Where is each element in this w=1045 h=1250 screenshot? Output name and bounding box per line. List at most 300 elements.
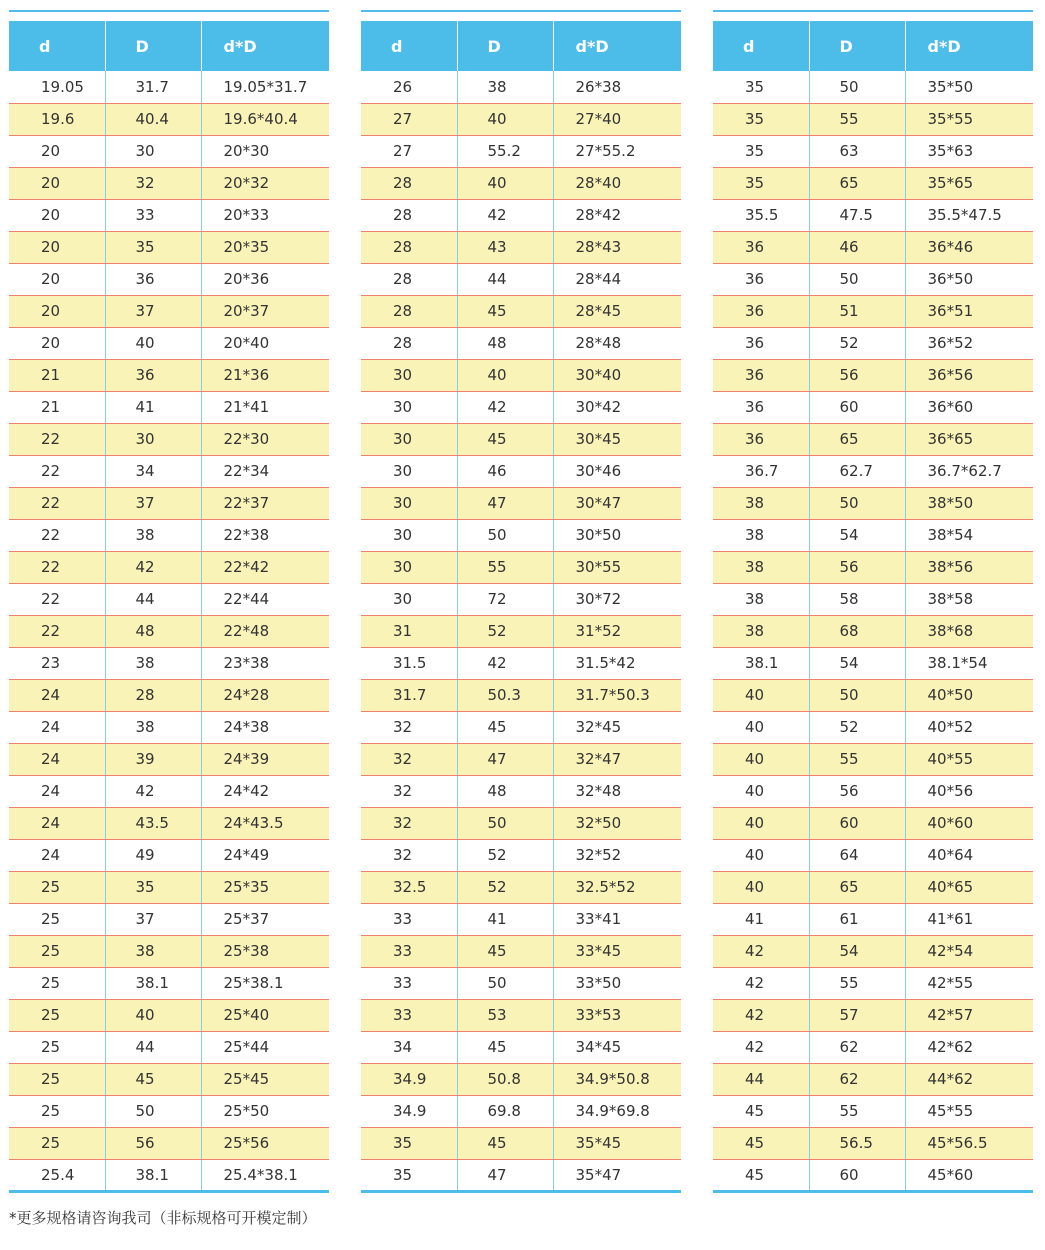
cell-D: 40: [457, 167, 553, 199]
cell-D: 47: [457, 1159, 553, 1191]
table-row: [361, 231, 681, 263]
cell-size: 27*55.2: [553, 135, 681, 167]
cell-D: 55.2: [457, 135, 553, 167]
cell-d: 42: [713, 1031, 809, 1063]
cell-size: 26*38: [553, 71, 681, 103]
cell-D: 45: [457, 935, 553, 967]
cell-d: 36: [713, 391, 809, 423]
table-row: [361, 967, 681, 999]
cell-D: 35: [105, 231, 201, 263]
cell-D: 43.5: [105, 807, 201, 839]
header-size: d*D: [905, 21, 1033, 71]
cell-size: 20*40: [201, 327, 329, 359]
cell-D: 45: [457, 295, 553, 327]
cell-size: 30*46: [553, 455, 681, 487]
cell-d: 38: [713, 615, 809, 647]
table-row: [713, 231, 1033, 263]
header-inner-diameter: d: [713, 21, 809, 71]
cell-size: 22*37: [201, 487, 329, 519]
table-row: [9, 103, 329, 135]
cell-d: 28: [361, 167, 457, 199]
cell-D: 55: [809, 967, 905, 999]
cell-size: 32*45: [553, 711, 681, 743]
cell-D: 68: [809, 615, 905, 647]
cell-size: 30*47: [553, 487, 681, 519]
cell-D: 39: [105, 743, 201, 775]
cell-size: 28*43: [553, 231, 681, 263]
table-row: [9, 455, 329, 487]
cell-D: 42: [457, 199, 553, 231]
cell-D: 62: [809, 1063, 905, 1095]
cell-D: 50: [457, 519, 553, 551]
cell-d: 20: [9, 295, 105, 327]
cell-size: 40*65: [905, 871, 1033, 903]
cell-D: 38: [105, 711, 201, 743]
cell-size: 35*55: [905, 103, 1033, 135]
cell-size: 38*56: [905, 551, 1033, 583]
cell-size: 31.7*50.3: [553, 679, 681, 711]
cell-d: 40: [713, 775, 809, 807]
footnote: *更多规格请咨询我司（非标规格可开模定制）: [9, 1209, 317, 1227]
header-outer-diameter: D: [809, 21, 905, 71]
cell-D: 50: [457, 807, 553, 839]
cell-D: 65: [809, 423, 905, 455]
header-size: d*D: [553, 21, 681, 71]
table-row: [9, 1159, 329, 1191]
cell-d: 22: [9, 583, 105, 615]
cell-size: 28*42: [553, 199, 681, 231]
cell-d: 19.6: [9, 103, 105, 135]
cell-D: 38.1: [105, 967, 201, 999]
table-row: [713, 647, 1033, 679]
table-row: [713, 935, 1033, 967]
cell-d: 31: [361, 615, 457, 647]
cell-size: 35*45: [553, 1127, 681, 1159]
cell-D: 40: [457, 103, 553, 135]
cell-d: 42: [713, 999, 809, 1031]
cell-size: 36*56: [905, 359, 1033, 391]
cell-d: 35: [713, 167, 809, 199]
top-divider: [9, 10, 329, 12]
table-row: [713, 295, 1033, 327]
cell-size: 45*60: [905, 1159, 1033, 1191]
table-row: [713, 839, 1033, 871]
cell-size: 24*42: [201, 775, 329, 807]
cell-D: 57: [809, 999, 905, 1031]
spec-table: [713, 21, 1033, 1193]
cell-d: 38: [713, 551, 809, 583]
spec-table: [9, 21, 329, 1193]
cell-D: 55: [457, 551, 553, 583]
table-row: [361, 519, 681, 551]
table-row: [713, 967, 1033, 999]
table-row: [9, 583, 329, 615]
cell-size: 40*50: [905, 679, 1033, 711]
table-row: [361, 1095, 681, 1127]
cell-d: 27: [361, 103, 457, 135]
cell-D: 41: [105, 391, 201, 423]
cell-d: 35: [361, 1127, 457, 1159]
cell-size: 25*44: [201, 1031, 329, 1063]
cell-d: 35: [713, 135, 809, 167]
cell-size: 20*30: [201, 135, 329, 167]
cell-d: 22: [9, 423, 105, 455]
cell-size: 22*30: [201, 423, 329, 455]
cell-size: 20*37: [201, 295, 329, 327]
cell-size: 33*45: [553, 935, 681, 967]
spec-table-panel-1: [9, 10, 329, 1193]
cell-d: 28: [361, 263, 457, 295]
cell-D: 34: [105, 455, 201, 487]
cell-size: 20*33: [201, 199, 329, 231]
header-inner-diameter: d: [361, 21, 457, 71]
cell-D: 54: [809, 647, 905, 679]
table-row: [9, 839, 329, 871]
cell-D: 60: [809, 1159, 905, 1191]
cell-D: 61: [809, 903, 905, 935]
table-row: [361, 935, 681, 967]
cell-size: 36*65: [905, 423, 1033, 455]
cell-D: 40: [105, 327, 201, 359]
cell-D: 47: [457, 743, 553, 775]
cell-d: 38: [713, 583, 809, 615]
cell-D: 50: [809, 679, 905, 711]
cell-D: 52: [809, 711, 905, 743]
cell-size: 19.05*31.7: [201, 71, 329, 103]
cell-D: 50.8: [457, 1063, 553, 1095]
cell-d: 24: [9, 839, 105, 871]
cell-D: 42: [105, 551, 201, 583]
cell-size: 32*52: [553, 839, 681, 871]
table-row: [9, 135, 329, 167]
cell-size: 21*36: [201, 359, 329, 391]
cell-d: 38: [713, 519, 809, 551]
table-row: [9, 327, 329, 359]
table-row: [713, 263, 1033, 295]
cell-d: 24: [9, 711, 105, 743]
cell-size: 19.6*40.4: [201, 103, 329, 135]
cell-d: 42: [713, 967, 809, 999]
table-row: [713, 871, 1033, 903]
cell-d: 22: [9, 519, 105, 551]
cell-D: 65: [809, 871, 905, 903]
cell-D: 56: [809, 359, 905, 391]
table-row: [361, 135, 681, 167]
cell-d: 36.7: [713, 455, 809, 487]
cell-size: 42*55: [905, 967, 1033, 999]
cell-size: 28*48: [553, 327, 681, 359]
table-row: [9, 1095, 329, 1127]
cell-size: 24*39: [201, 743, 329, 775]
cell-D: 45: [457, 1031, 553, 1063]
cell-D: 38.1: [105, 1159, 201, 1191]
cell-size: 44*62: [905, 1063, 1033, 1095]
cell-d: 40: [713, 807, 809, 839]
header-row: [713, 21, 1033, 71]
cell-size: 41*61: [905, 903, 1033, 935]
cell-size: 38.1*54: [905, 647, 1033, 679]
table-row: [713, 1095, 1033, 1127]
cell-D: 48: [457, 775, 553, 807]
cell-d: 28: [361, 199, 457, 231]
table-row: [713, 903, 1033, 935]
cell-size: 25*50: [201, 1095, 329, 1127]
table-row: [713, 1159, 1033, 1191]
table-row: [713, 199, 1033, 231]
header-outer-diameter: D: [105, 21, 201, 71]
table-row: [713, 135, 1033, 167]
cell-D: 42: [457, 391, 553, 423]
cell-d: 40: [713, 839, 809, 871]
cell-size: 22*38: [201, 519, 329, 551]
cell-size: 28*40: [553, 167, 681, 199]
table-row: [9, 1031, 329, 1063]
cell-D: 63: [809, 135, 905, 167]
cell-size: 30*72: [553, 583, 681, 615]
cell-D: 37: [105, 903, 201, 935]
cell-d: 20: [9, 135, 105, 167]
table-row: [713, 71, 1033, 103]
cell-D: 52: [457, 839, 553, 871]
table-row: [713, 551, 1033, 583]
table-row: [713, 583, 1033, 615]
cell-D: 28: [105, 679, 201, 711]
table-row: [713, 1127, 1033, 1159]
cell-d: 34.9: [361, 1063, 457, 1095]
cell-size: 34.9*69.8: [553, 1095, 681, 1127]
table-row: [9, 615, 329, 647]
cell-size: 33*41: [553, 903, 681, 935]
table-row: [361, 327, 681, 359]
cell-size: 22*48: [201, 615, 329, 647]
cell-D: 46: [809, 231, 905, 263]
cell-size: 36*52: [905, 327, 1033, 359]
header-outer-diameter: D: [457, 21, 553, 71]
cell-D: 33: [105, 199, 201, 231]
cell-size: 38*58: [905, 583, 1033, 615]
cell-d: 36: [713, 263, 809, 295]
table-row: [713, 1063, 1033, 1095]
cell-D: 38: [105, 519, 201, 551]
cell-D: 53: [457, 999, 553, 1031]
cell-D: 44: [105, 1031, 201, 1063]
cell-D: 32: [105, 167, 201, 199]
table-row: [9, 967, 329, 999]
top-divider: [361, 10, 681, 12]
cell-d: 30: [361, 455, 457, 487]
cell-d: 36: [713, 423, 809, 455]
cell-size: 20*32: [201, 167, 329, 199]
cell-D: 56: [809, 551, 905, 583]
table-row: [361, 1127, 681, 1159]
cell-size: 25*56: [201, 1127, 329, 1159]
cell-D: 40.4: [105, 103, 201, 135]
table-row: [361, 391, 681, 423]
cell-size: 40*52: [905, 711, 1033, 743]
table-row: [9, 167, 329, 199]
table-row: [9, 679, 329, 711]
cell-size: 32*47: [553, 743, 681, 775]
cell-d: 22: [9, 551, 105, 583]
cell-D: 48: [457, 327, 553, 359]
cell-D: 55: [809, 103, 905, 135]
cell-d: 33: [361, 967, 457, 999]
cell-D: 46: [457, 455, 553, 487]
table-row: [713, 359, 1033, 391]
cell-d: 40: [713, 871, 809, 903]
cell-D: 44: [457, 263, 553, 295]
cell-d: 36: [713, 359, 809, 391]
cell-D: 48: [105, 615, 201, 647]
table-row: [361, 199, 681, 231]
table-row: [9, 359, 329, 391]
cell-size: 24*38: [201, 711, 329, 743]
table-row: [9, 295, 329, 327]
header-size: d*D: [201, 21, 329, 71]
cell-d: 30: [361, 487, 457, 519]
table-row: [361, 263, 681, 295]
cell-d: 35: [713, 71, 809, 103]
cell-d: 35: [713, 103, 809, 135]
table-row: [361, 839, 681, 871]
table-row: [361, 903, 681, 935]
cell-size: 36*46: [905, 231, 1033, 263]
cell-size: 22*44: [201, 583, 329, 615]
cell-d: 35.5: [713, 199, 809, 231]
cell-D: 50: [105, 1095, 201, 1127]
cell-D: 45: [457, 423, 553, 455]
cell-D: 50.3: [457, 679, 553, 711]
cell-d: 32: [361, 807, 457, 839]
cell-D: 45: [457, 1127, 553, 1159]
cell-D: 41: [457, 903, 553, 935]
table-row: [713, 775, 1033, 807]
cell-D: 62.7: [809, 455, 905, 487]
cell-size: 24*49: [201, 839, 329, 871]
table-row: [361, 487, 681, 519]
cell-size: 32*50: [553, 807, 681, 839]
cell-D: 40: [105, 999, 201, 1031]
cell-d: 20: [9, 327, 105, 359]
cell-size: 23*38: [201, 647, 329, 679]
table-row: [713, 711, 1033, 743]
cell-d: 30: [361, 359, 457, 391]
cell-d: 26: [361, 71, 457, 103]
table-row: [361, 423, 681, 455]
cell-size: 34.9*50.8: [553, 1063, 681, 1095]
table-row: [9, 935, 329, 967]
table-row: [9, 199, 329, 231]
cell-size: 21*41: [201, 391, 329, 423]
cell-size: 24*43.5: [201, 807, 329, 839]
cell-D: 38: [105, 647, 201, 679]
cell-size: 30*55: [553, 551, 681, 583]
cell-d: 32: [361, 775, 457, 807]
table-row: [361, 615, 681, 647]
cell-D: 54: [809, 935, 905, 967]
cell-size: 22*34: [201, 455, 329, 487]
cell-d: 36: [713, 295, 809, 327]
cell-d: 38.1: [713, 647, 809, 679]
cell-d: 21: [9, 391, 105, 423]
cell-size: 27*40: [553, 103, 681, 135]
cell-D: 50: [809, 487, 905, 519]
cell-d: 25: [9, 1063, 105, 1095]
cell-size: 32*48: [553, 775, 681, 807]
table-row: [9, 647, 329, 679]
cell-d: 32: [361, 711, 457, 743]
cell-d: 25: [9, 1127, 105, 1159]
cell-d: 28: [361, 295, 457, 327]
table-row: [9, 391, 329, 423]
cell-D: 50: [809, 71, 905, 103]
table-row: [713, 679, 1033, 711]
table-row: [361, 775, 681, 807]
cell-size: 35*47: [553, 1159, 681, 1191]
cell-d: 25: [9, 967, 105, 999]
cell-D: 42: [105, 775, 201, 807]
cell-size: 42*62: [905, 1031, 1033, 1063]
cell-d: 30: [361, 583, 457, 615]
top-divider: [713, 10, 1033, 12]
cell-d: 24: [9, 807, 105, 839]
table-row: [361, 583, 681, 615]
cell-size: 30*40: [553, 359, 681, 391]
table-row: [361, 167, 681, 199]
table-row: [361, 647, 681, 679]
cell-size: 40*64: [905, 839, 1033, 871]
cell-D: 52: [457, 615, 553, 647]
cell-d: 28: [361, 231, 457, 263]
cell-d: 44: [713, 1063, 809, 1095]
table-row: [9, 711, 329, 743]
cell-size: 42*57: [905, 999, 1033, 1031]
cell-D: 64: [809, 839, 905, 871]
cell-D: 37: [105, 487, 201, 519]
spec-table-panel-2: [361, 10, 681, 1193]
cell-D: 45: [105, 1063, 201, 1095]
cell-D: 54: [809, 519, 905, 551]
cell-size: 25*45: [201, 1063, 329, 1095]
cell-size: 28*45: [553, 295, 681, 327]
cell-d: 45: [713, 1127, 809, 1159]
cell-size: 36*50: [905, 263, 1033, 295]
cell-size: 25*38: [201, 935, 329, 967]
table-row: [713, 807, 1033, 839]
table-row: [361, 71, 681, 103]
cell-d: 21: [9, 359, 105, 391]
cell-d: 30: [361, 391, 457, 423]
table-row: [9, 487, 329, 519]
table-row: [361, 743, 681, 775]
cell-d: 25.4: [9, 1159, 105, 1191]
cell-size: 40*56: [905, 775, 1033, 807]
table-row: [361, 679, 681, 711]
cell-size: 35*50: [905, 71, 1033, 103]
cell-size: 40*55: [905, 743, 1033, 775]
table-row: [9, 1063, 329, 1095]
cell-d: 34.9: [361, 1095, 457, 1127]
cell-d: 32: [361, 743, 457, 775]
cell-d: 25: [9, 1095, 105, 1127]
cell-d: 20: [9, 231, 105, 263]
table-row: [361, 359, 681, 391]
header-row: [361, 21, 681, 71]
table-row: [361, 551, 681, 583]
cell-D: 40: [457, 359, 553, 391]
cell-D: 30: [105, 423, 201, 455]
cell-D: 52: [809, 327, 905, 359]
